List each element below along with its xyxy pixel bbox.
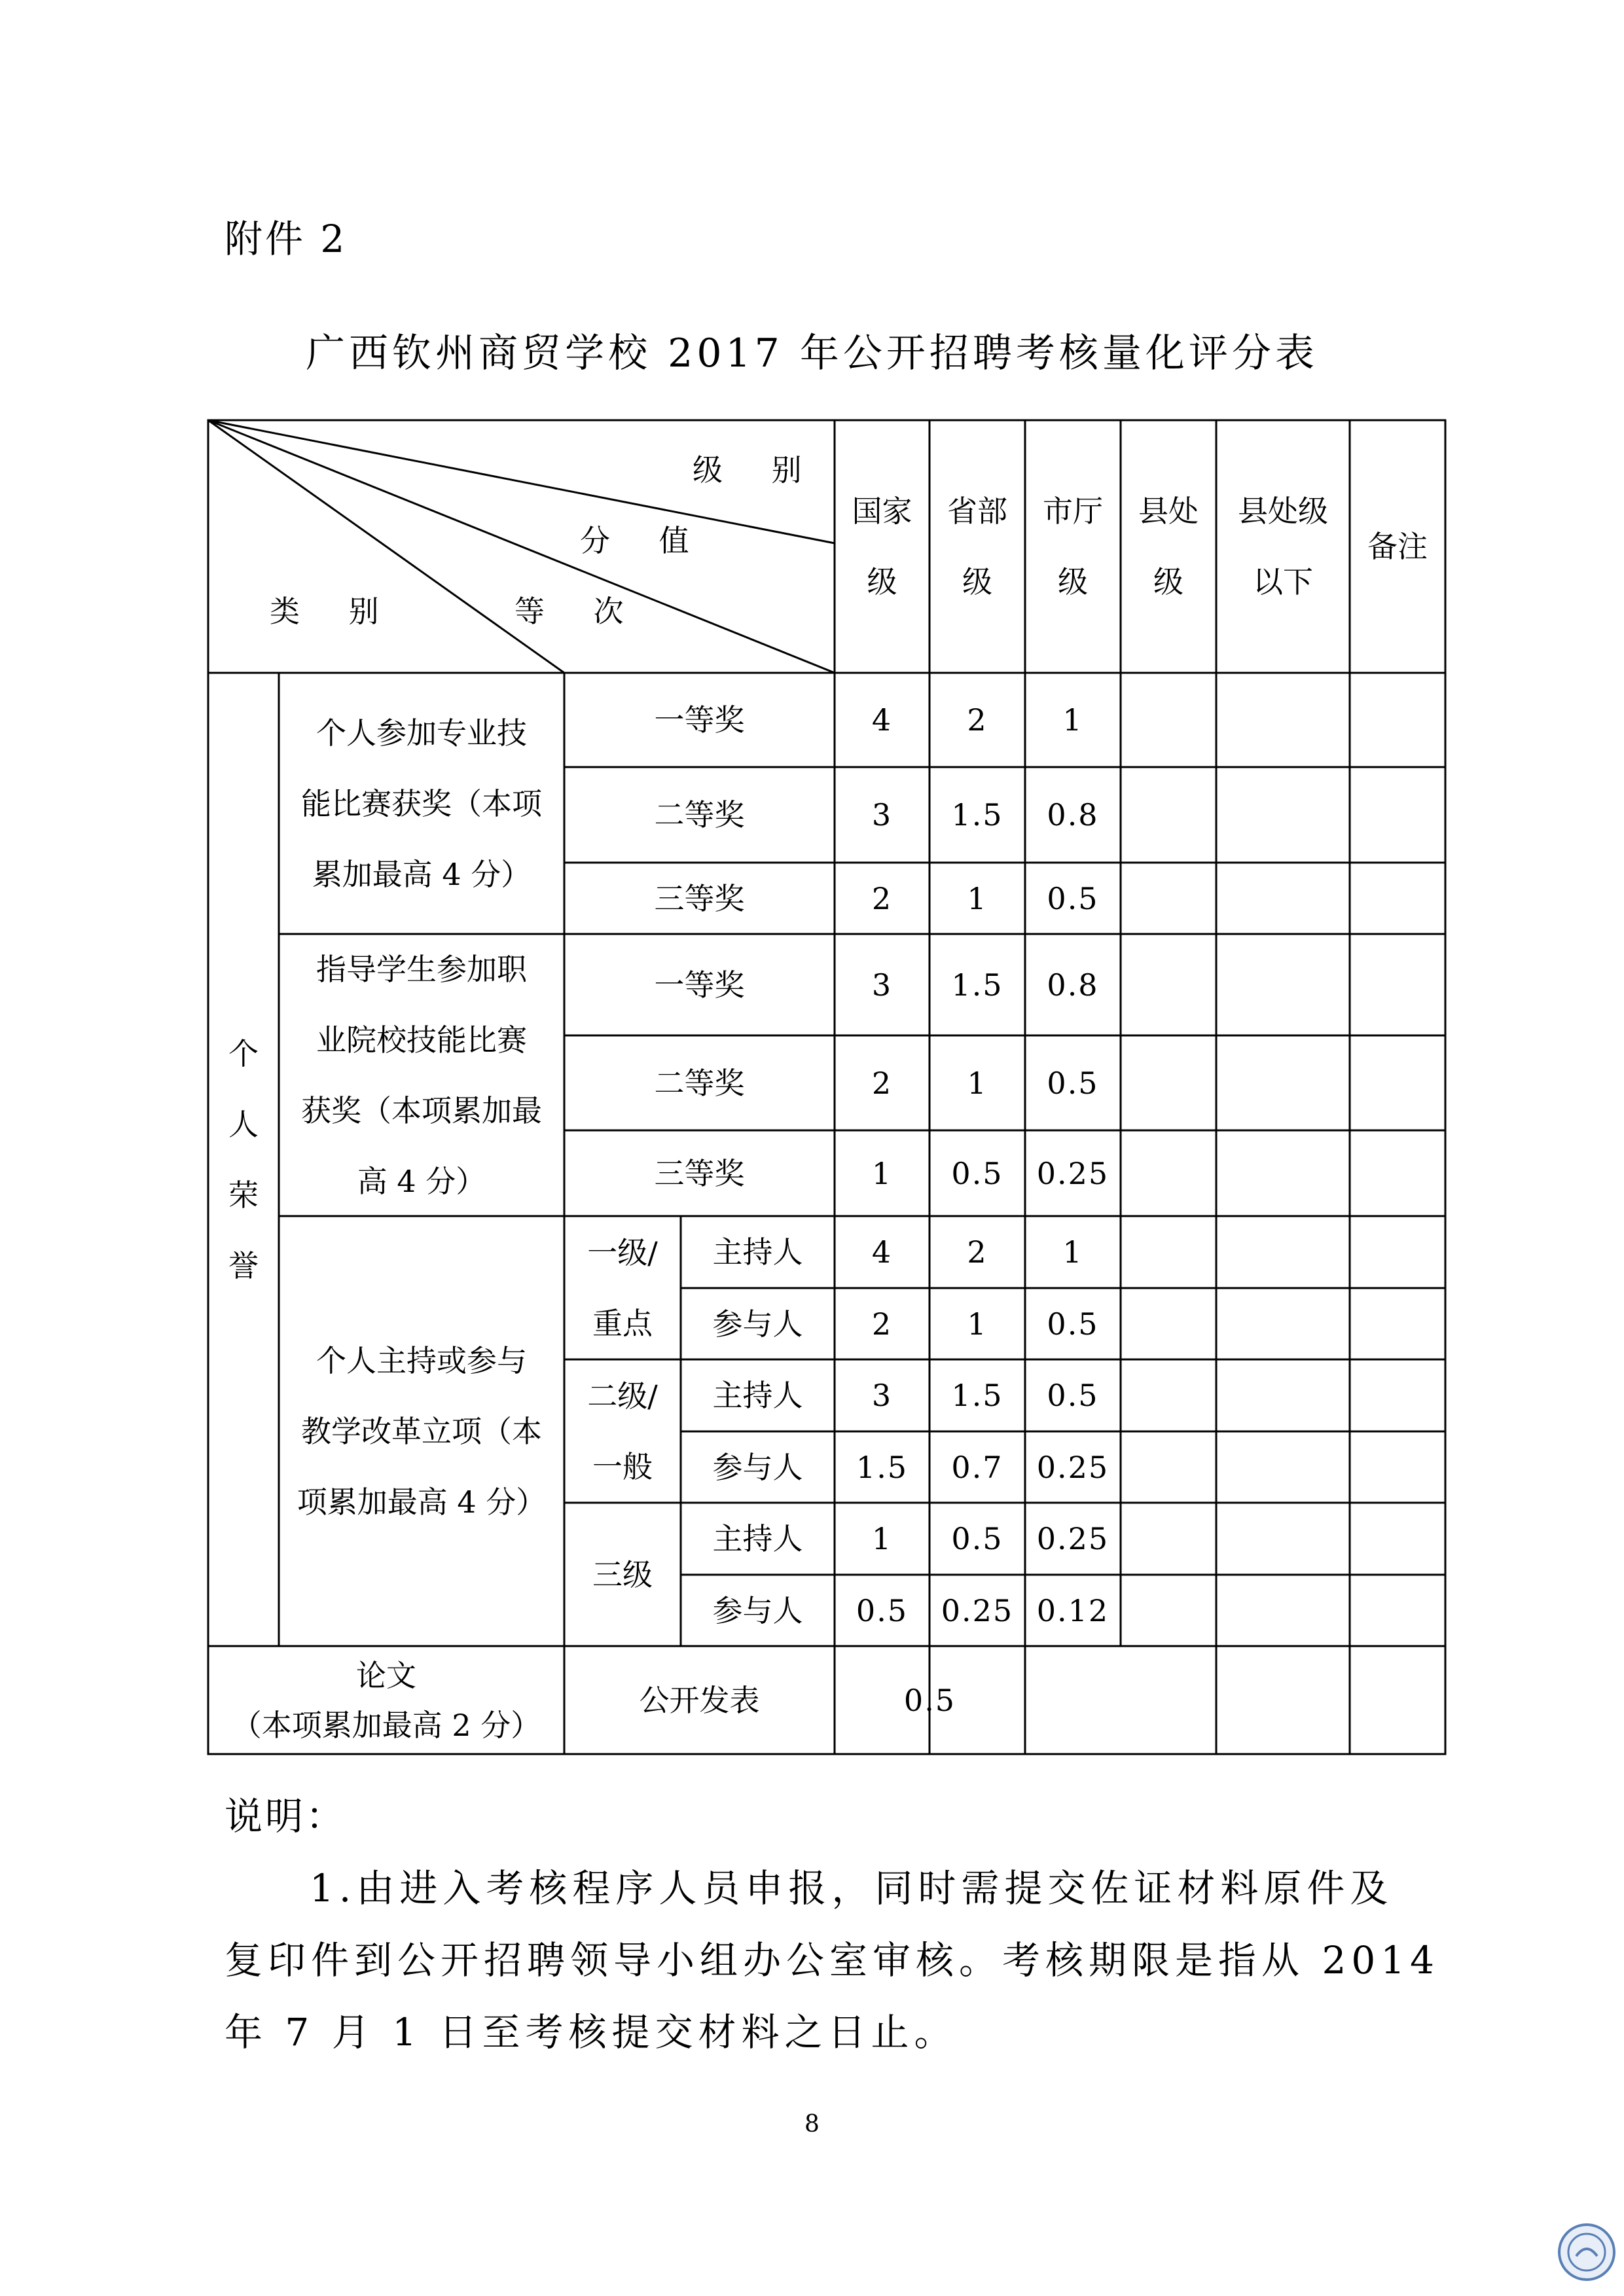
group2-rank: 二等奖 bbox=[654, 1065, 745, 1101]
col-header-province-l1: 省部 bbox=[947, 493, 1007, 529]
group2-label-line: 高 4 分） bbox=[357, 1163, 486, 1199]
group1-label-line: 累加最高 4 分） bbox=[312, 856, 532, 892]
document-title: 广西钦州商贸学校 2017 年公开招聘考核量化评分表 bbox=[306, 331, 1318, 376]
group3-national: 3 bbox=[871, 1378, 893, 1413]
group3-province: 1.5 bbox=[951, 1378, 1003, 1413]
group1-city: 0.5 bbox=[1047, 880, 1099, 916]
group3-city: 1 bbox=[1062, 1234, 1083, 1270]
group3-city: 0.25 bbox=[1036, 1521, 1110, 1556]
group1-label-line: 能比赛获奖（本项 bbox=[301, 785, 542, 821]
group3-level-general bbox=[564, 1359, 681, 1503]
col-header-national bbox=[835, 420, 929, 673]
group2-province: 1.5 bbox=[951, 967, 1003, 1003]
group1-city: 1 bbox=[1062, 702, 1083, 738]
group3-province: 2 bbox=[967, 1234, 988, 1270]
group1-province: 1 bbox=[967, 880, 988, 916]
group3-national: 0.5 bbox=[856, 1592, 909, 1628]
col-header-below-l2: 以下 bbox=[1253, 564, 1313, 600]
notes-line: 1.由进入考核程序人员申报，同时需提交佐证材料原件及 bbox=[310, 1866, 1394, 1910]
group3-role: 参与人 bbox=[712, 1449, 803, 1485]
col-header-city-l1: 市厅 bbox=[1043, 493, 1103, 529]
group2-label bbox=[279, 934, 564, 1216]
group1-rank: 一等奖 bbox=[654, 702, 745, 738]
group3-level-third: 三级 bbox=[592, 1556, 653, 1592]
group2-city: 0.8 bbox=[1047, 967, 1099, 1003]
group3-role: 参与人 bbox=[712, 1592, 803, 1628]
paper-label-line: （本项累加最高 2 分） bbox=[231, 1707, 541, 1743]
group3-level-line: 一般 bbox=[592, 1448, 653, 1484]
group3-label bbox=[279, 1216, 564, 1646]
group3-label-line: 教学改革立项（本 bbox=[301, 1413, 542, 1449]
col-header-county bbox=[1121, 420, 1216, 673]
group2-rank: 一等奖 bbox=[654, 967, 745, 1003]
group2-national: 1 bbox=[871, 1155, 893, 1191]
header-rank-label: 等 次 bbox=[514, 594, 643, 629]
col-header-province-l2: 级 bbox=[962, 564, 992, 600]
paper-type: 公开发表 bbox=[639, 1682, 760, 1718]
group2-rank: 三等奖 bbox=[654, 1155, 745, 1191]
header-score-label: 分 值 bbox=[580, 523, 709, 558]
group3-city: 0.25 bbox=[1036, 1449, 1110, 1485]
group3-label-line: 项累加最高 4 分） bbox=[297, 1484, 547, 1520]
group3-province: 0.5 bbox=[951, 1521, 1003, 1556]
group2-city: 0.25 bbox=[1036, 1155, 1110, 1191]
paper-label bbox=[208, 1646, 564, 1754]
group1-label bbox=[279, 673, 564, 934]
group3-city: 0.5 bbox=[1047, 1306, 1099, 1342]
paper-value: 0.5 bbox=[903, 1682, 956, 1718]
col-header-province bbox=[929, 420, 1025, 673]
header-category-label: 类 别 bbox=[270, 594, 399, 629]
col-header-city-l2: 级 bbox=[1058, 564, 1088, 600]
group1-national: 2 bbox=[871, 880, 893, 916]
page-number: 8 bbox=[804, 2111, 820, 2138]
group3-national: 1.5 bbox=[856, 1449, 909, 1485]
group2-province: 0.5 bbox=[951, 1155, 1003, 1191]
group3-national: 4 bbox=[871, 1234, 893, 1270]
col-header-below-county bbox=[1216, 420, 1350, 673]
col-header-national-l1: 国家 bbox=[852, 493, 912, 529]
paper-label-line: 论文 bbox=[356, 1657, 416, 1693]
group3-role: 主持人 bbox=[712, 1234, 803, 1270]
honor-char: 荣 bbox=[228, 1177, 259, 1213]
col-header-below-l1: 县处级 bbox=[1238, 493, 1328, 529]
group2-label-line: 指导学生参加职 bbox=[316, 951, 527, 987]
group3-province: 0.7 bbox=[951, 1449, 1003, 1485]
group3-level-line: 重点 bbox=[592, 1305, 653, 1341]
header-level-label: 级 别 bbox=[693, 452, 821, 488]
group1-city: 0.8 bbox=[1047, 797, 1099, 833]
notes-heading: 说明： bbox=[225, 1794, 347, 1839]
group3-national: 2 bbox=[871, 1306, 893, 1342]
group3-role: 参与人 bbox=[712, 1306, 803, 1342]
group2-province: 1 bbox=[967, 1065, 988, 1101]
group3-national: 1 bbox=[871, 1521, 893, 1556]
group3-role: 主持人 bbox=[712, 1521, 803, 1556]
group3-role: 主持人 bbox=[712, 1378, 803, 1413]
col-header-national-l2: 级 bbox=[867, 564, 897, 600]
honor-char: 个 bbox=[228, 1035, 259, 1071]
group1-province: 2 bbox=[967, 702, 988, 738]
group3-province: 1 bbox=[967, 1306, 988, 1342]
group3-city: 0.5 bbox=[1047, 1378, 1099, 1413]
attachment-label: 附件 2 bbox=[225, 217, 348, 261]
group2-label-line: 获奖（本项累加最 bbox=[301, 1092, 542, 1128]
group2-label-line: 业院校技能比赛 bbox=[316, 1022, 527, 1058]
group3-level-line: 二级/ bbox=[587, 1378, 658, 1414]
group3-label-line: 个人主持或参与 bbox=[316, 1342, 527, 1378]
col-header-county-l1: 县处 bbox=[1138, 493, 1199, 529]
group1-national: 3 bbox=[871, 797, 893, 833]
honor-char: 人 bbox=[228, 1106, 259, 1142]
col-header-remark: 备注 bbox=[1367, 529, 1428, 564]
group2-city: 0.5 bbox=[1047, 1065, 1099, 1101]
group3-city: 0.12 bbox=[1036, 1592, 1110, 1628]
group1-rank: 二等奖 bbox=[654, 797, 745, 833]
notes-line: 复印件到公开招聘领导小组办公室审核。考核期限是指从 2014 bbox=[225, 1938, 1440, 1982]
honor-char: 誉 bbox=[228, 1247, 259, 1283]
col-header-city bbox=[1025, 420, 1121, 673]
col-header-county-l2: 级 bbox=[1153, 564, 1183, 600]
seal-logo-icon bbox=[1557, 2222, 1617, 2282]
group2-national: 3 bbox=[871, 967, 893, 1003]
group1-label-line: 个人参加专业技 bbox=[316, 715, 527, 751]
group1-national: 4 bbox=[871, 702, 893, 738]
honor-category-label bbox=[208, 673, 279, 1646]
group3-level-line: 一级/ bbox=[587, 1234, 658, 1270]
group3-level-key bbox=[564, 1216, 681, 1359]
group1-rank: 三等奖 bbox=[654, 880, 745, 916]
notes-line: 年 7 月 1 日至考核提交材料之日止。 bbox=[225, 2010, 958, 2054]
group1-province: 1.5 bbox=[951, 797, 1003, 833]
group2-national: 2 bbox=[871, 1065, 893, 1101]
group3-province: 0.25 bbox=[941, 1592, 1014, 1628]
